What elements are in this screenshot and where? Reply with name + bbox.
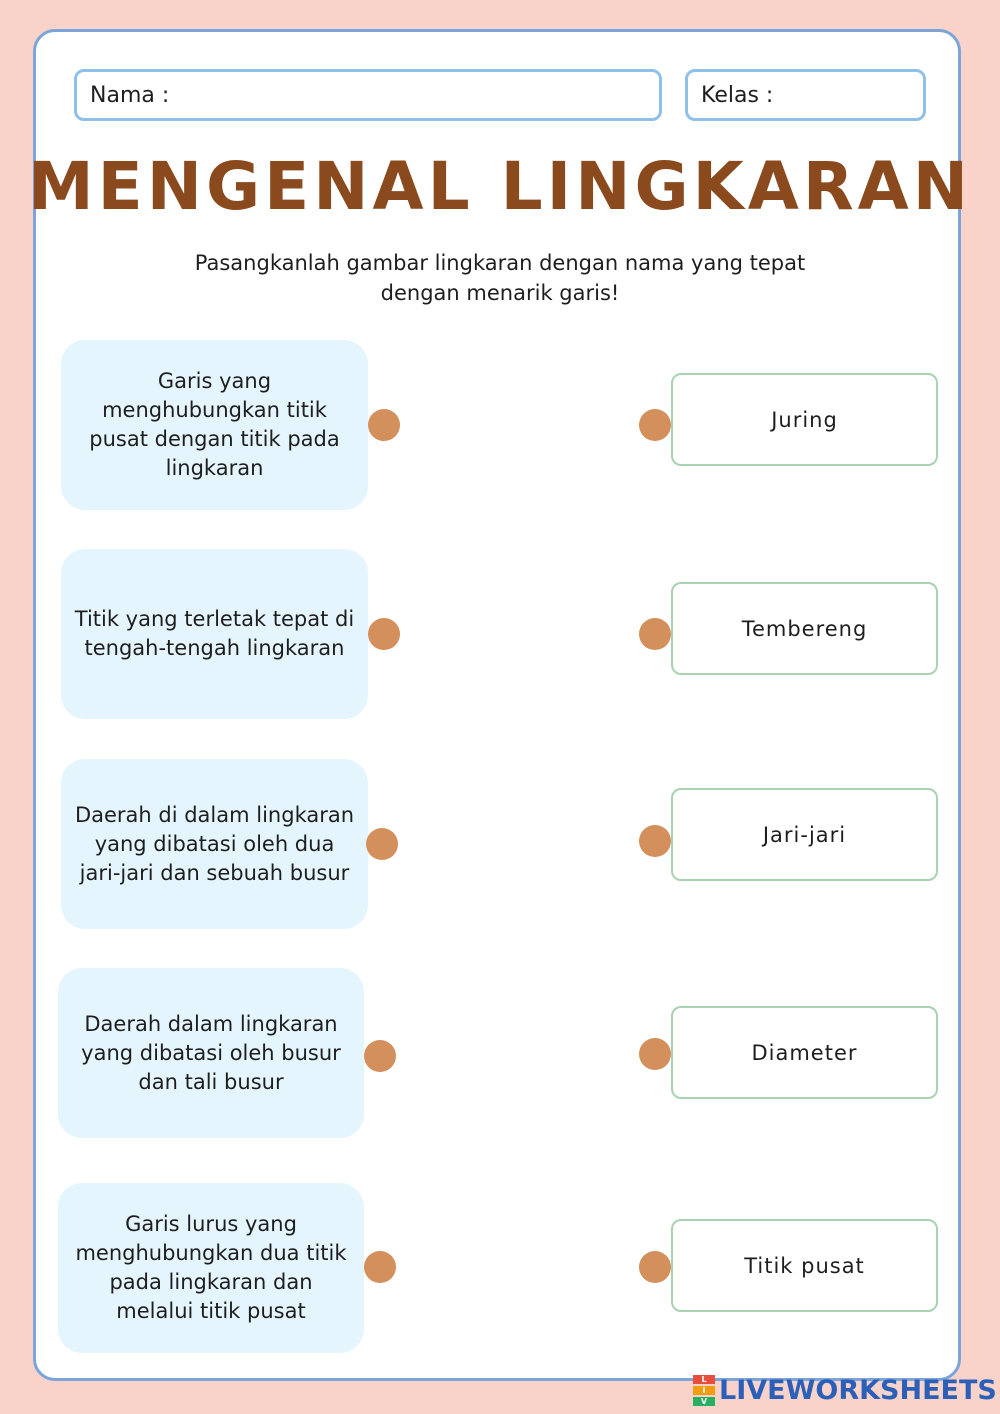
term-text-2: Tembereng [741, 616, 868, 641]
term-text-3: Jari-jari [762, 822, 847, 847]
name-label: Nama : [90, 82, 170, 108]
right-connector-dot-3[interactable] [639, 825, 671, 857]
left-connector-dot-1[interactable] [368, 409, 400, 441]
term-box-1 [671, 373, 938, 466]
right-connector-dot-4[interactable] [639, 1038, 671, 1070]
definition-box-5 [58, 1183, 364, 1353]
term-text-1: Juring [771, 407, 838, 432]
logo-letter-l: L [693, 1375, 715, 1384]
right-connector-dot-1[interactable] [639, 409, 671, 441]
definition-box-3 [61, 759, 368, 929]
definition-box-4 [58, 968, 364, 1138]
definition-text-1: Garis yang menghubungkan titik pusat dengan titik pada lingkaran [89, 369, 340, 480]
instruction-line-2: dengan menarik garis! [380, 281, 620, 305]
left-connector-dot-5[interactable] [364, 1251, 396, 1283]
term-box-5 [671, 1219, 938, 1312]
definition-box-1 [61, 340, 368, 510]
definition-text-4: Daerah dalam lingkaran yang dibatasi oleh busur dan tali busur [81, 1011, 341, 1094]
right-connector-dot-2[interactable] [639, 618, 671, 650]
left-connector-dot-3[interactable] [366, 828, 398, 860]
definition-box-2 [61, 549, 368, 719]
class-label: Kelas : [701, 82, 774, 108]
term-text-4: Diameter [751, 1040, 858, 1065]
right-connector-dot-5[interactable] [639, 1251, 671, 1283]
definition-text-2: Titik yang terletak tepat di tengah-tengah lingkaran [74, 607, 355, 660]
term-box-2 [671, 582, 938, 675]
term-box-4 [671, 1006, 938, 1099]
left-connector-dot-2[interactable] [368, 618, 400, 650]
logo-letter-i: I [693, 1386, 715, 1395]
class-field[interactable] [685, 69, 926, 121]
instruction-line-1: Pasangkanlah gambar lingkaran dengan nama yang tepat [194, 251, 806, 275]
logo-letter-v: V [693, 1397, 715, 1406]
name-field[interactable] [74, 69, 662, 121]
definition-text-5: Garis lurus yang menghubungkan dua titik pada lingkaran dan melalui titik pusat [75, 1212, 347, 1323]
term-text-5: Titik pusat [744, 1253, 865, 1278]
liveworksheets-logo-text: LIVEWORKSHEETS [719, 1374, 997, 1406]
term-box-3 [671, 788, 938, 881]
liveworksheets-logo-icon [693, 1374, 715, 1407]
liveworksheets-logo [693, 1373, 997, 1407]
definition-text-3: Daerah di dalam lingkaran yang dibatasi oleh dua jari-jari dan sebuah busur [74, 802, 355, 885]
instruction-text [150, 248, 850, 308]
left-connector-dot-4[interactable] [364, 1040, 396, 1072]
page-title: MENGENAL LINGKARAN [28, 148, 972, 225]
